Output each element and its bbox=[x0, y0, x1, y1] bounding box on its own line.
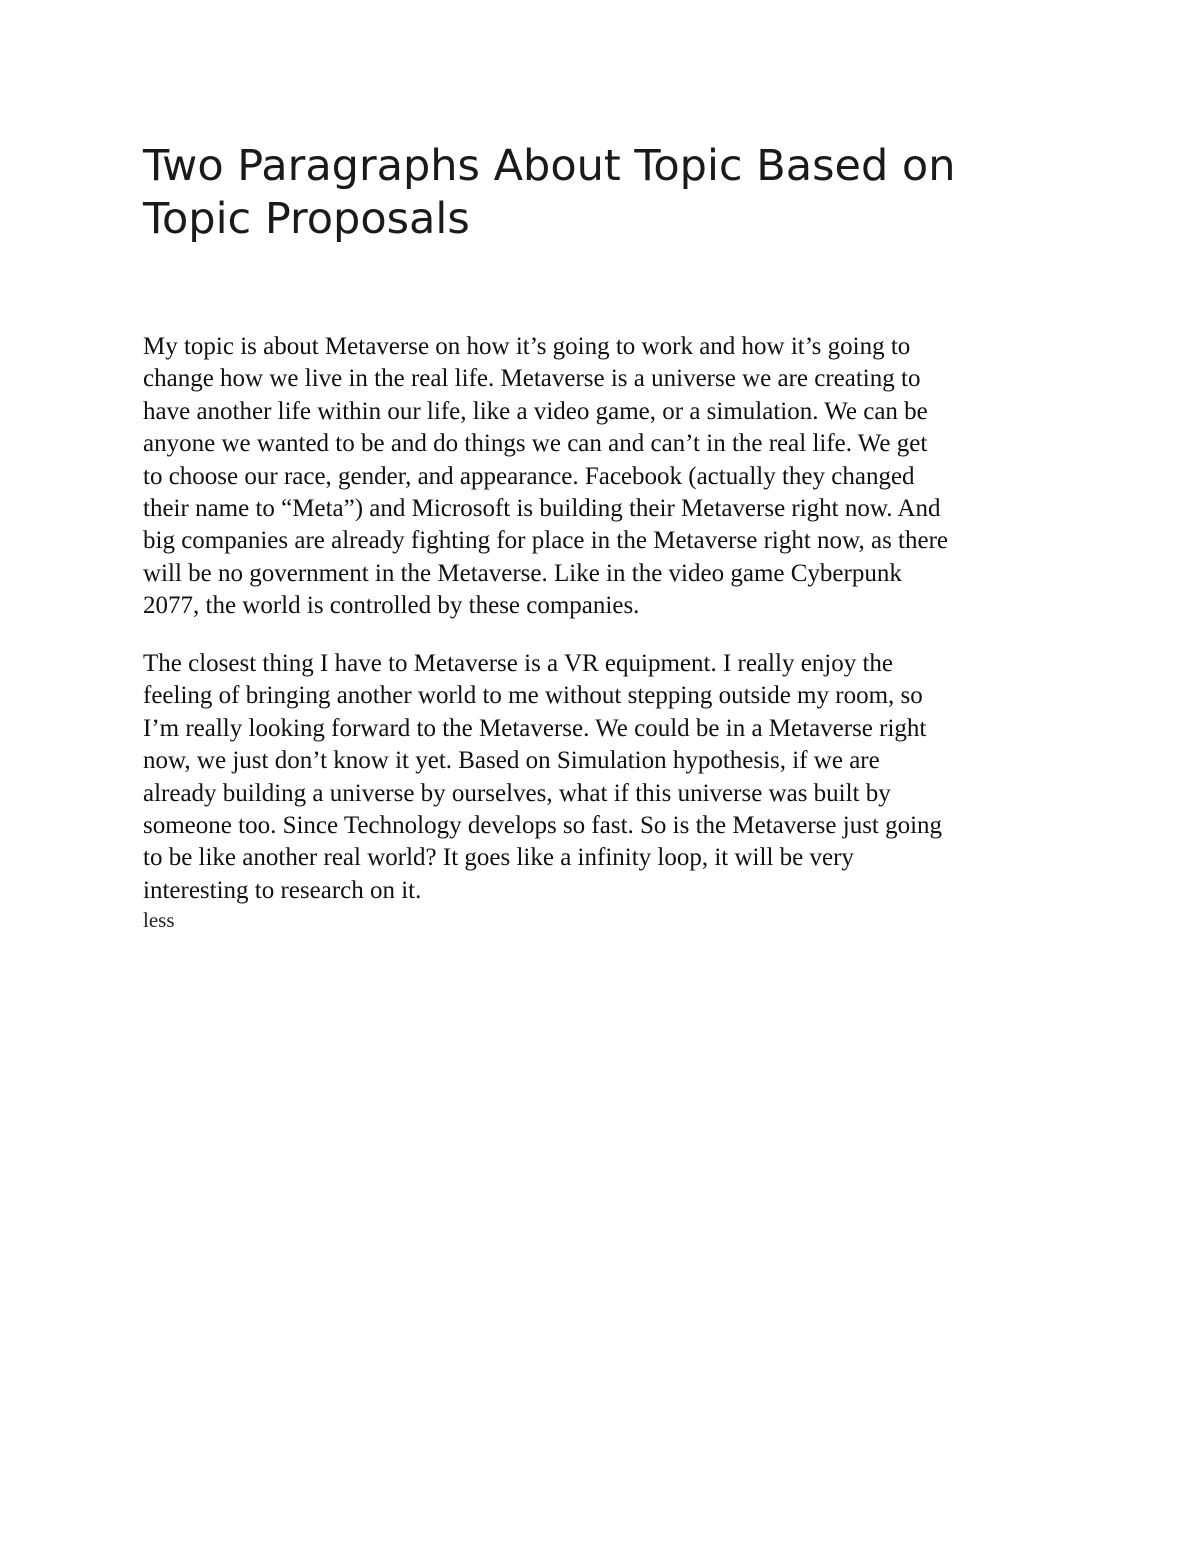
text-line: 2077, the world is controlled by these companies. bbox=[143, 592, 640, 620]
title-line: Topic Proposals bbox=[143, 194, 470, 244]
text-line: feeling of bringing another world to me without stepping outside my room, so bbox=[143, 682, 923, 710]
text-line: My topic is about Metaverse on how it’s going to work and how it’s going to bbox=[143, 333, 911, 360]
title-line: Two Paragraphs About Topic Based on bbox=[143, 141, 956, 191]
text-line: to choose our race, gender, and appearance. Facebook (actually they changed bbox=[143, 462, 915, 490]
text-line: already building a universe by ourselves, what if this universe was built by bbox=[143, 779, 891, 807]
text-line: change how we live in the real life. Metaverse is a universe we are creating to bbox=[143, 365, 921, 393]
paragraph-2 bbox=[143, 648, 942, 907]
text-line: big companies are already fighting for place in the Metaverse right now, as there bbox=[143, 527, 949, 555]
text-line: have another life within our life, like a video game, or a simulation. We can be bbox=[143, 397, 928, 425]
document-title bbox=[143, 140, 955, 246]
text-line: someone too. Since Technology develops so fast. So is the Metaverse just going bbox=[143, 812, 943, 840]
text-line: I’m really looking forward to the Metaverse. We could be in a Metaverse right bbox=[143, 714, 927, 742]
text-line: The closest thing I have to Metaverse is a VR equipment. I really enjoy the bbox=[143, 650, 894, 677]
text-line: interesting to research on it. bbox=[143, 876, 422, 904]
text-line: now, we just don’t know it yet. Based on Simulation hypothesis, if we are bbox=[143, 747, 880, 775]
text-line: their name to “Meta”) and Microsoft is building their Metaverse right now. And bbox=[143, 495, 941, 523]
text-line: will be no government in the Metaverse. Like in the video game Cyberpunk bbox=[143, 559, 902, 587]
show-less-link[interactable]: less bbox=[143, 908, 175, 932]
paragraph-1 bbox=[143, 331, 948, 623]
text-line: anyone we wanted to be and do things we can and can’t in the real life. We get bbox=[143, 430, 928, 458]
text-line: to be like another real world? It goes like a infinity loop, it will be very bbox=[143, 844, 854, 872]
